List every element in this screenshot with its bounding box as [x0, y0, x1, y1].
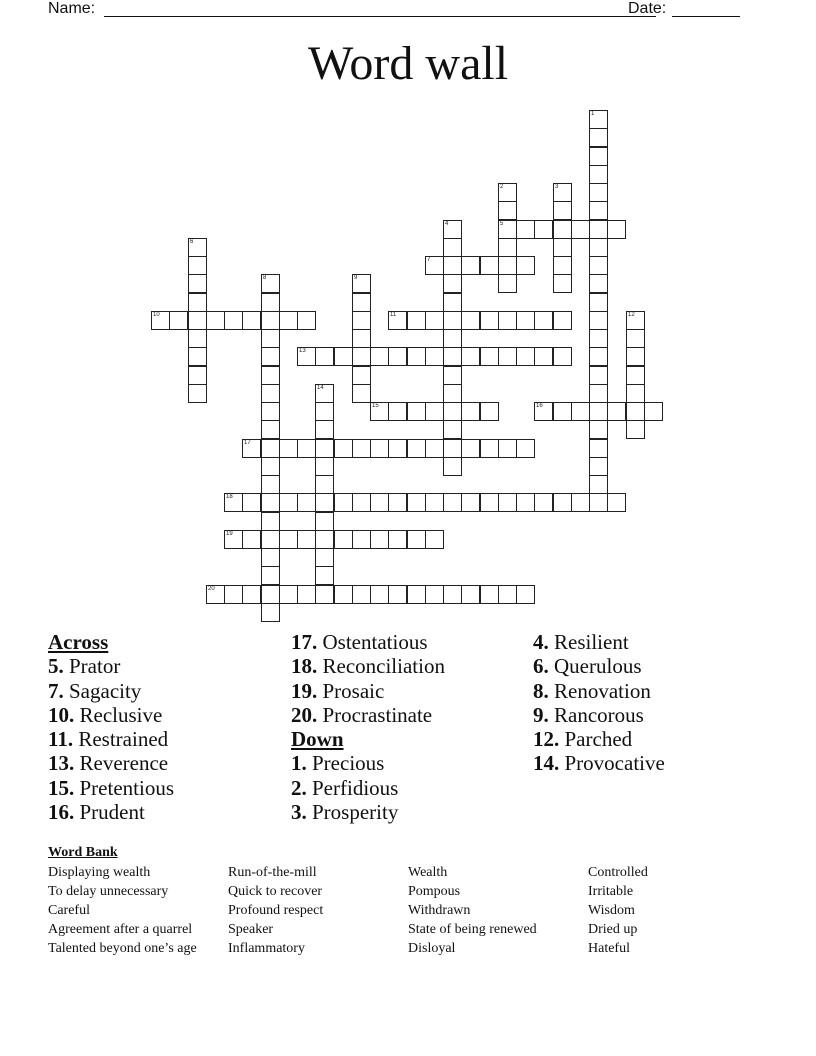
crossword-cell[interactable] — [571, 493, 590, 512]
crossword-cell[interactable] — [480, 439, 499, 458]
word-bank-item: Agreement after a quarrel — [48, 922, 193, 937]
crossword-cell[interactable] — [279, 585, 298, 604]
word-bank-item: Careful — [48, 903, 90, 918]
clue-down: 9. Rancorous — [533, 702, 644, 727]
crossword-cell[interactable] — [315, 420, 334, 439]
crossword-cell[interactable] — [297, 347, 316, 366]
name-label: Name: — [48, 0, 96, 17]
crossword-cell[interactable] — [498, 274, 517, 293]
crossword-cell[interactable] — [498, 256, 517, 275]
clue-down: 1. Precious — [291, 751, 385, 776]
crossword-cell[interactable] — [297, 311, 316, 330]
crossword-cell[interactable] — [315, 475, 334, 494]
clue-across: 11. Restrained — [48, 727, 169, 752]
crossword-cell[interactable] — [516, 220, 535, 239]
crossword-cell[interactable] — [407, 493, 426, 512]
crossword-cell[interactable] — [315, 548, 334, 567]
crossword-cell[interactable] — [352, 585, 371, 604]
clue-down: 8. Renovation — [533, 678, 651, 703]
crossword-cell[interactable] — [516, 585, 535, 604]
crossword-cell[interactable] — [224, 530, 243, 549]
crossword-cell[interactable] — [242, 439, 261, 458]
crossword-cell[interactable] — [425, 256, 444, 275]
crossword-cell[interactable] — [480, 493, 499, 512]
crossword-cell[interactable] — [352, 347, 371, 366]
crossword-cell[interactable] — [370, 493, 389, 512]
crossword-cell[interactable] — [407, 347, 426, 366]
crossword-cell[interactable] — [315, 530, 334, 549]
clue-number: 2 — [500, 184, 504, 190]
crossword-cell[interactable] — [242, 311, 261, 330]
crossword-cell[interactable] — [516, 347, 535, 366]
clue-number: 20 — [208, 586, 215, 592]
clue-down: 2. Perfidious — [291, 775, 399, 800]
clue-across: 13. Reverence — [48, 751, 169, 776]
crossword-cell[interactable] — [370, 585, 389, 604]
crossword-cell[interactable] — [261, 420, 280, 439]
clue-across: 5. Prator — [48, 654, 121, 679]
crossword-cell[interactable] — [261, 347, 280, 366]
word-bank-item: Inflammatory — [228, 941, 305, 956]
crossword-cell[interactable] — [553, 274, 572, 293]
clue-across: 19. Prosaic — [291, 678, 385, 703]
crossword-cell[interactable] — [553, 201, 572, 220]
clue-number: 4 — [445, 221, 449, 227]
crossword-cell[interactable] — [571, 220, 590, 239]
crossword-cell[interactable] — [553, 238, 572, 257]
crossword-cell[interactable] — [261, 530, 280, 549]
crossword-cell[interactable] — [261, 384, 280, 403]
crossword-cell[interactable] — [315, 566, 334, 585]
crossword-cell[interactable] — [279, 493, 298, 512]
crossword-cell[interactable] — [498, 220, 517, 239]
clue-number: 13 — [299, 348, 306, 354]
clue-across: 16. Prudent — [48, 800, 145, 825]
crossword-cell[interactable] — [425, 530, 444, 549]
clue-across: 15. Pretentious — [48, 775, 174, 800]
crossword-cell[interactable] — [443, 238, 462, 257]
crossword-cell[interactable] — [589, 366, 608, 385]
word-bank-title: Word Bank — [48, 845, 118, 860]
crossword-cell[interactable] — [188, 366, 207, 385]
crossword-cell[interactable] — [443, 311, 462, 330]
crossword-cell[interactable] — [589, 201, 608, 220]
crossword-cell[interactable] — [188, 274, 207, 293]
clue-number: 15 — [372, 403, 379, 409]
crossword-cell[interactable] — [388, 493, 407, 512]
crossword-cell[interactable] — [443, 293, 462, 312]
crossword-cell[interactable] — [188, 311, 207, 330]
crossword-cell[interactable] — [534, 402, 553, 421]
clue-across: 20. Procrastinate — [291, 702, 433, 727]
crossword-cell[interactable] — [297, 585, 316, 604]
crossword-cell[interactable] — [242, 530, 261, 549]
word-bank-column — [408, 863, 537, 958]
crossword-cell[interactable] — [498, 585, 517, 604]
crossword-cell[interactable] — [407, 402, 426, 421]
word-bank-item: Speaker — [228, 922, 274, 937]
clue-number: 1 — [591, 111, 595, 117]
crossword-cell[interactable] — [498, 238, 517, 257]
crossword-cell[interactable] — [188, 384, 207, 403]
crossword-cell[interactable] — [443, 366, 462, 385]
crossword-cell[interactable] — [443, 347, 462, 366]
crossword-cell[interactable] — [443, 585, 462, 604]
crossword-cell[interactable] — [534, 493, 553, 512]
crossword-cell[interactable] — [224, 585, 243, 604]
crossword-cell[interactable] — [370, 439, 389, 458]
crossword-cell[interactable] — [297, 530, 316, 549]
crossword-cell[interactable] — [315, 512, 334, 531]
crossword-cell[interactable] — [480, 256, 499, 275]
clue-down: 6. Querulous — [533, 654, 642, 679]
crossword-cell[interactable] — [370, 530, 389, 549]
crossword-cell[interactable] — [589, 475, 608, 494]
clue-number: 19 — [226, 531, 233, 537]
crossword-cell[interactable] — [352, 311, 371, 330]
crossword-cell[interactable] — [315, 439, 334, 458]
crossword-cell[interactable] — [589, 329, 608, 348]
word-bank-item: State of being renewed — [408, 922, 537, 937]
crossword-cell[interactable] — [425, 347, 444, 366]
crossword-cell[interactable] — [534, 311, 553, 330]
crossword-cell[interactable] — [425, 585, 444, 604]
crossword-cell[interactable] — [407, 585, 426, 604]
clue-down: 4. Resilient — [533, 630, 629, 654]
crossword-cell[interactable] — [334, 347, 353, 366]
crossword-cell[interactable] — [571, 402, 590, 421]
crossword-cell[interactable] — [188, 238, 207, 257]
crossword-cell[interactable] — [461, 402, 480, 421]
crossword-cell[interactable] — [443, 402, 462, 421]
crossword-cell[interactable] — [443, 220, 462, 239]
crossword-cell[interactable] — [534, 220, 553, 239]
clue-number: 9 — [354, 275, 358, 281]
crossword-cell[interactable] — [626, 384, 645, 403]
crossword-cell[interactable] — [498, 347, 517, 366]
crossword-cell[interactable] — [626, 329, 645, 348]
clue-down: 14. Provocative — [533, 751, 665, 776]
word-bank-item: Dried up — [588, 922, 638, 937]
crossword-cell[interactable] — [607, 220, 626, 239]
crossword-cell[interactable] — [169, 311, 188, 330]
word-bank-item: Talented beyond one’s age — [48, 941, 197, 956]
crossword-cell[interactable] — [644, 402, 663, 421]
crossword-cell[interactable] — [461, 256, 480, 275]
crossword-cell[interactable] — [261, 366, 280, 385]
clue-number: 3 — [555, 184, 559, 190]
crossword-cell[interactable] — [388, 402, 407, 421]
crossword-cell[interactable] — [461, 311, 480, 330]
crossword-cell[interactable] — [607, 493, 626, 512]
crossword-cell[interactable] — [261, 329, 280, 348]
crossword-cell[interactable] — [315, 384, 334, 403]
crossword-cell[interactable] — [480, 402, 499, 421]
crossword-cell[interactable] — [261, 457, 280, 476]
crossword-cell[interactable] — [589, 347, 608, 366]
crossword-cell[interactable] — [589, 420, 608, 439]
crossword-cell[interactable] — [388, 347, 407, 366]
word-bank-column — [228, 863, 323, 958]
clue-across: 7. Sagacity — [48, 678, 142, 703]
crossword-cell[interactable] — [352, 384, 371, 403]
clue-number: 7 — [427, 257, 431, 263]
crossword-cell[interactable] — [352, 530, 371, 549]
crossword-cell[interactable] — [388, 311, 407, 330]
crossword-cell[interactable] — [297, 439, 316, 458]
crossword-cell[interactable] — [315, 457, 334, 476]
word-bank-item: To delay unnecessary — [48, 884, 169, 899]
crossword-cell[interactable] — [370, 402, 389, 421]
crossword-cell[interactable] — [553, 220, 572, 239]
clue-number: 6 — [190, 239, 194, 245]
crossword-cell[interactable] — [188, 329, 207, 348]
crossword-cell[interactable] — [279, 530, 298, 549]
clue-across: 18. Reconciliation — [291, 654, 445, 679]
crossword-cell[interactable] — [370, 347, 389, 366]
crossword-cell[interactable] — [443, 439, 462, 458]
crossword-cell[interactable] — [443, 256, 462, 275]
crossword-cell[interactable] — [626, 311, 645, 330]
crossword-cell[interactable] — [461, 439, 480, 458]
crossword-cell[interactable] — [315, 347, 334, 366]
crossword-cell[interactable] — [334, 439, 353, 458]
clue-number: 5 — [500, 221, 504, 227]
crossword-cell[interactable] — [589, 439, 608, 458]
crossword-cell[interactable] — [151, 311, 170, 330]
across-heading: Across — [48, 630, 109, 654]
clue-number: 8 — [263, 275, 267, 281]
crossword-cell[interactable] — [352, 329, 371, 348]
crossword-cell[interactable] — [498, 493, 517, 512]
clue-column-2 — [291, 630, 445, 824]
crossword-cell[interactable] — [626, 402, 645, 421]
crossword-cell[interactable] — [589, 293, 608, 312]
crossword-cell[interactable] — [589, 402, 608, 421]
crossword-cell[interactable] — [188, 256, 207, 275]
crossword-cell[interactable] — [534, 347, 553, 366]
word-bank-item: Withdrawn — [408, 903, 471, 918]
crossword-cell[interactable] — [626, 366, 645, 385]
word-bank-item: Pompous — [408, 884, 461, 899]
crossword-cell[interactable] — [607, 402, 626, 421]
date-label: Date: — [628, 0, 667, 17]
crossword-cell[interactable] — [626, 347, 645, 366]
clue-number: 12 — [628, 312, 635, 318]
crossword-cell[interactable] — [498, 439, 517, 458]
clue-down: 3. Prosperity — [291, 800, 399, 825]
clue-number: 10 — [153, 312, 160, 318]
clue-number: 11 — [390, 312, 397, 318]
word-bank-item: Displaying wealth — [48, 865, 151, 880]
crossword-cell[interactable] — [589, 110, 608, 129]
crossword-cell[interactable] — [516, 439, 535, 458]
crossword-cell[interactable] — [315, 493, 334, 512]
crossword-cell[interactable] — [589, 311, 608, 330]
crossword-cell[interactable] — [352, 493, 371, 512]
crossword-cell[interactable] — [242, 493, 261, 512]
crossword-cell[interactable] — [261, 439, 280, 458]
crossword-cell[interactable] — [261, 566, 280, 585]
crossword-cell[interactable] — [261, 311, 280, 330]
crossword-cell[interactable] — [553, 183, 572, 202]
word-bank-item: Wisdom — [588, 903, 635, 918]
crossword-cell[interactable] — [315, 585, 334, 604]
crossword-cell[interactable] — [315, 402, 334, 421]
crossword-cell[interactable] — [443, 384, 462, 403]
crossword-cell[interactable] — [261, 475, 280, 494]
clue-number: 18 — [226, 494, 233, 500]
crossword-cell[interactable] — [480, 347, 499, 366]
word-bank-item: Quick to recover — [228, 884, 323, 899]
crossword-cell[interactable] — [388, 439, 407, 458]
crossword-cell[interactable] — [589, 238, 608, 257]
word-bank-item: Irritable — [588, 884, 634, 899]
clue-across: 17. Ostentatious — [291, 630, 428, 654]
crossword-cell[interactable] — [279, 311, 298, 330]
crossword-cell[interactable] — [498, 183, 517, 202]
crossword-cell[interactable] — [334, 530, 353, 549]
crossword-cell[interactable] — [388, 530, 407, 549]
crossword-cell[interactable] — [425, 402, 444, 421]
crossword-cell[interactable] — [589, 128, 608, 147]
crossword-cell[interactable] — [516, 256, 535, 275]
word-bank-item: Run-of-the-mill — [228, 865, 317, 880]
crossword-cell[interactable] — [443, 420, 462, 439]
crossword-cell[interactable] — [553, 347, 572, 366]
crossword-cell[interactable] — [589, 493, 608, 512]
crossword-cell[interactable] — [188, 293, 207, 312]
crossword-cell[interactable] — [443, 457, 462, 476]
crossword-cell[interactable] — [261, 402, 280, 421]
crossword-cell[interactable] — [206, 585, 225, 604]
crossword-cell[interactable] — [206, 311, 225, 330]
crossword-cell[interactable] — [352, 274, 371, 293]
crossword-cell[interactable] — [553, 493, 572, 512]
crossword-cell[interactable] — [589, 457, 608, 476]
crossword-cell[interactable] — [425, 311, 444, 330]
crossword-cell[interactable] — [553, 402, 572, 421]
clue-column-1 — [48, 630, 174, 824]
crossword-cell[interactable] — [589, 256, 608, 275]
page-title: Word wall — [307, 37, 509, 90]
crossword-cell[interactable] — [589, 183, 608, 202]
crossword-cell[interactable] — [461, 493, 480, 512]
crossword-cell[interactable] — [553, 256, 572, 275]
crossword-cell[interactable] — [480, 311, 499, 330]
crossword-cell[interactable] — [224, 493, 243, 512]
crossword-cell[interactable] — [279, 439, 298, 458]
crossword-cell[interactable] — [443, 274, 462, 293]
crossword-cell[interactable] — [261, 548, 280, 567]
crossword-cell[interactable] — [261, 603, 280, 622]
crossword-cell[interactable] — [443, 493, 462, 512]
crossword-cell[interactable] — [498, 201, 517, 220]
crossword-cell[interactable] — [443, 329, 462, 348]
crossword-cell[interactable] — [352, 293, 371, 312]
word-bank-item: Hateful — [588, 941, 630, 956]
clue-column-3 — [533, 630, 665, 776]
clue-down: 12. Parched — [533, 727, 633, 752]
crossword-cell[interactable] — [188, 347, 207, 366]
crossword-cell[interactable] — [589, 384, 608, 403]
clue-number: 16 — [536, 403, 543, 409]
crossword-cell[interactable] — [334, 493, 353, 512]
crossword-cell[interactable] — [407, 311, 426, 330]
clue-number: 17 — [244, 440, 251, 446]
crossword-cell[interactable] — [589, 147, 608, 166]
crossword-cell[interactable] — [425, 439, 444, 458]
crossword-cell[interactable] — [589, 165, 608, 184]
crossword-cell[interactable] — [461, 347, 480, 366]
crossword-cell[interactable] — [407, 530, 426, 549]
clue-across: 10. Reclusive — [48, 702, 163, 727]
crossword-cell[interactable] — [242, 585, 261, 604]
word-bank-column — [588, 863, 648, 958]
crossword-cell[interactable] — [626, 420, 645, 439]
crossword-cell[interactable] — [480, 585, 499, 604]
word-bank-item: Wealth — [408, 865, 448, 880]
word-bank-item: Profound respect — [228, 903, 324, 918]
word-bank-item: Controlled — [588, 865, 648, 880]
crossword-cell[interactable] — [498, 311, 517, 330]
crossword-cell[interactable] — [352, 366, 371, 385]
crossword-cell[interactable] — [334, 585, 353, 604]
crossword-cell[interactable] — [425, 493, 444, 512]
clue-number: 14 — [317, 385, 324, 391]
crossword-cell[interactable] — [516, 493, 535, 512]
crossword-cell[interactable] — [261, 512, 280, 531]
crossword-cell[interactable] — [261, 585, 280, 604]
crossword-cell[interactable] — [461, 585, 480, 604]
crossword-cell[interactable] — [589, 220, 608, 239]
down-heading: Down — [291, 727, 344, 752]
crossword-cell[interactable] — [352, 439, 371, 458]
crossword-cell[interactable] — [553, 311, 572, 330]
crossword-cell[interactable] — [224, 311, 243, 330]
crossword-cell[interactable] — [261, 493, 280, 512]
crossword-cell[interactable] — [388, 585, 407, 604]
word-bank-column — [48, 863, 197, 958]
word-bank-item: Disloyal — [408, 941, 456, 956]
crossword-cell[interactable] — [516, 311, 535, 330]
crossword-cell[interactable] — [297, 493, 316, 512]
crossword-cell[interactable] — [261, 274, 280, 293]
crossword-cell[interactable] — [589, 274, 608, 293]
crossword-cell[interactable] — [407, 439, 426, 458]
crossword-cell[interactable] — [261, 293, 280, 312]
